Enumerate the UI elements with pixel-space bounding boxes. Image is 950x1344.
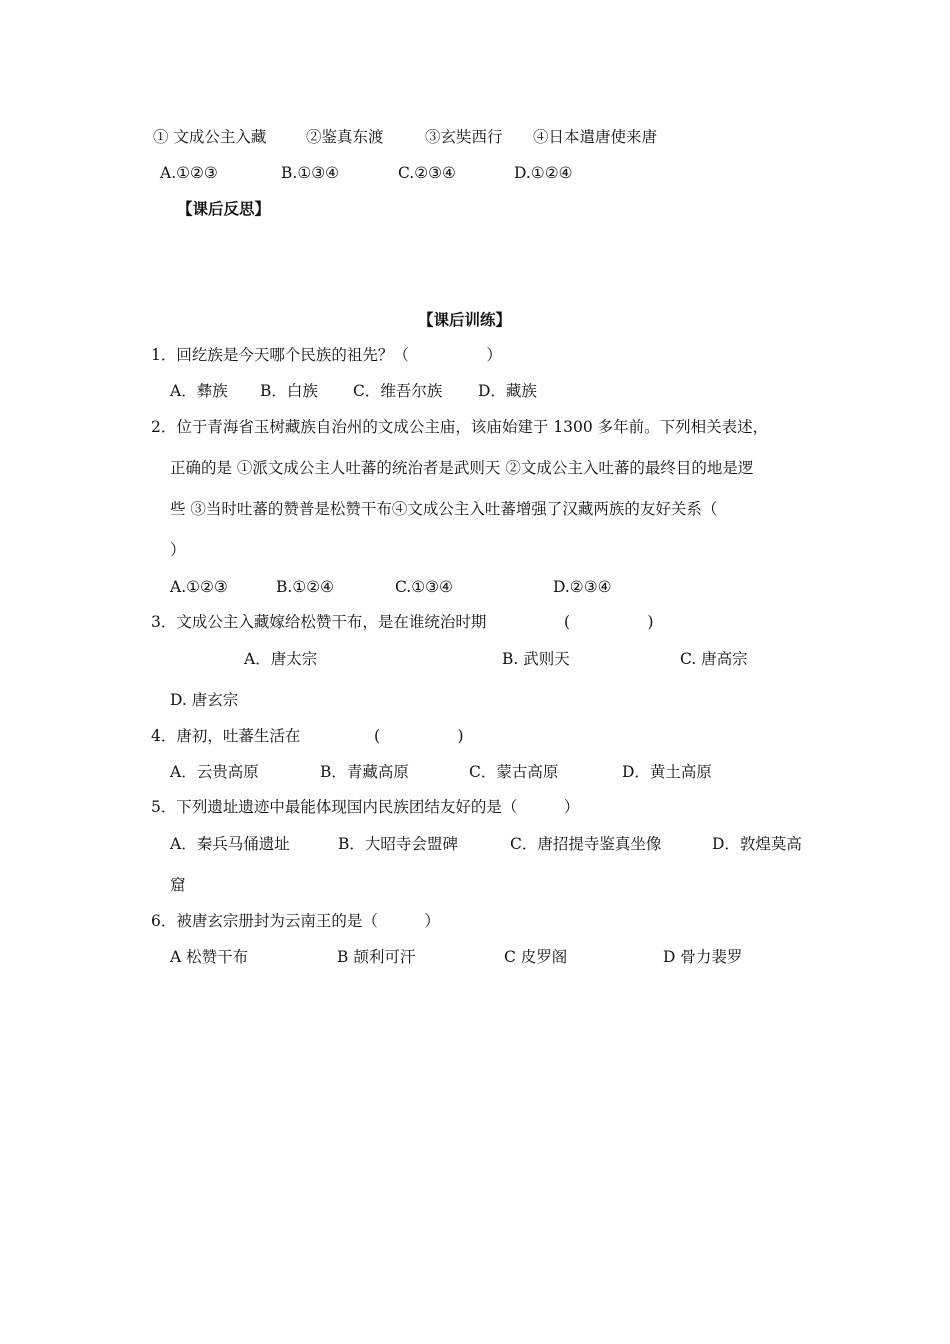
question-1-option-a: A．彝族: [170, 382, 228, 400]
training-heading: 【课后训练】: [418, 310, 512, 329]
intro-item-4: ④日本遣唐使来唐: [533, 128, 658, 146]
intro-option-c: C.②③④: [398, 164, 456, 182]
question-2-option-c: C.①③④: [395, 578, 453, 596]
question-6-stem: 6．被唐玄宗册封为云南王的是（ ）: [151, 912, 440, 930]
question-5-option-a: A．秦兵马俑遗址: [170, 835, 290, 853]
question-2-option-a: A.①②③: [170, 578, 228, 596]
intro-option-a: A.①②③: [160, 164, 218, 182]
intro-item-2: ②鉴真东渡: [306, 128, 384, 146]
question-2-stem-line-1: 2．位于青海省玉树藏族自治州的文成公主庙，该庙始建于 1300 多年前。下列相关表述，: [151, 418, 769, 436]
question-5-stem: 5．下列遗址遗迹中最能体现国内民族团结友好的是（ ）: [151, 798, 580, 816]
intro-option-d: D.①②④: [514, 164, 573, 182]
question-3-option-b: B. 武则天: [502, 650, 570, 668]
question-5-option-c: C．唐招提寺鉴真坐像: [510, 835, 662, 853]
question-6-option-c: C 皮罗阁: [504, 948, 568, 966]
question-3-answer-paren: ( ): [564, 613, 654, 631]
question-4-option-d: D．黄土高原: [622, 763, 712, 781]
question-2-stem-line-3: 些 ③当时吐蕃的赞普是松赞干布④文成公主入吐蕃增强了汉藏两族的友好关系（: [170, 500, 718, 518]
intro-item-1: ① 文成公主入藏: [153, 128, 267, 146]
reflection-heading: 【课后反思】: [177, 199, 271, 218]
question-5-option-d-continued: 窟: [170, 876, 186, 894]
question-3-option-a: A．唐太宗: [244, 650, 318, 668]
question-6-option-d: D 骨力裴罗: [663, 948, 743, 966]
question-3-option-c: C. 唐高宗: [680, 650, 748, 668]
question-2-stem-line-2: 正确的是 ①派文成公主人吐蕃的统治者是武则天 ②文成公主入吐蕃的最终目的地是逻: [170, 459, 754, 477]
question-1-stem: 1．回纥族是今天哪个民族的祖先？（ ）: [151, 346, 502, 364]
question-4-option-b: B．青藏高原: [320, 763, 409, 781]
question-3-option-d: D. 唐玄宗: [170, 691, 239, 709]
question-2-stem-line-4: ）: [170, 541, 186, 559]
question-4-answer-paren: ( ): [374, 727, 464, 745]
question-4-option-c: C．蒙古高原: [469, 763, 559, 781]
intro-item-3: ③玄奘西行: [425, 128, 503, 146]
question-1-option-c: C．维吾尔族: [353, 382, 443, 400]
question-2-option-b: B.①②④: [276, 578, 335, 596]
question-4-option-a: A．云贵高原: [170, 763, 259, 781]
question-6-option-a: A 松赞干布: [170, 948, 249, 966]
question-5-option-b: B．大昭寺会盟碑: [338, 835, 458, 853]
question-5-option-d: D．敦煌莫高: [712, 835, 802, 853]
question-2-option-d: D.②③④: [553, 578, 612, 596]
question-1-option-d: D．藏族: [478, 382, 537, 400]
intro-option-b: B.①③④: [281, 164, 340, 182]
question-1-option-b: B．白族: [260, 382, 318, 400]
question-4-stem: 4．唐初，吐蕃生活在: [151, 727, 301, 745]
question-3-stem: 3．文成公主入藏嫁给松赞干布，是在谁统治时期: [151, 613, 487, 631]
question-6-option-b: B 颉利可汗: [337, 948, 416, 966]
